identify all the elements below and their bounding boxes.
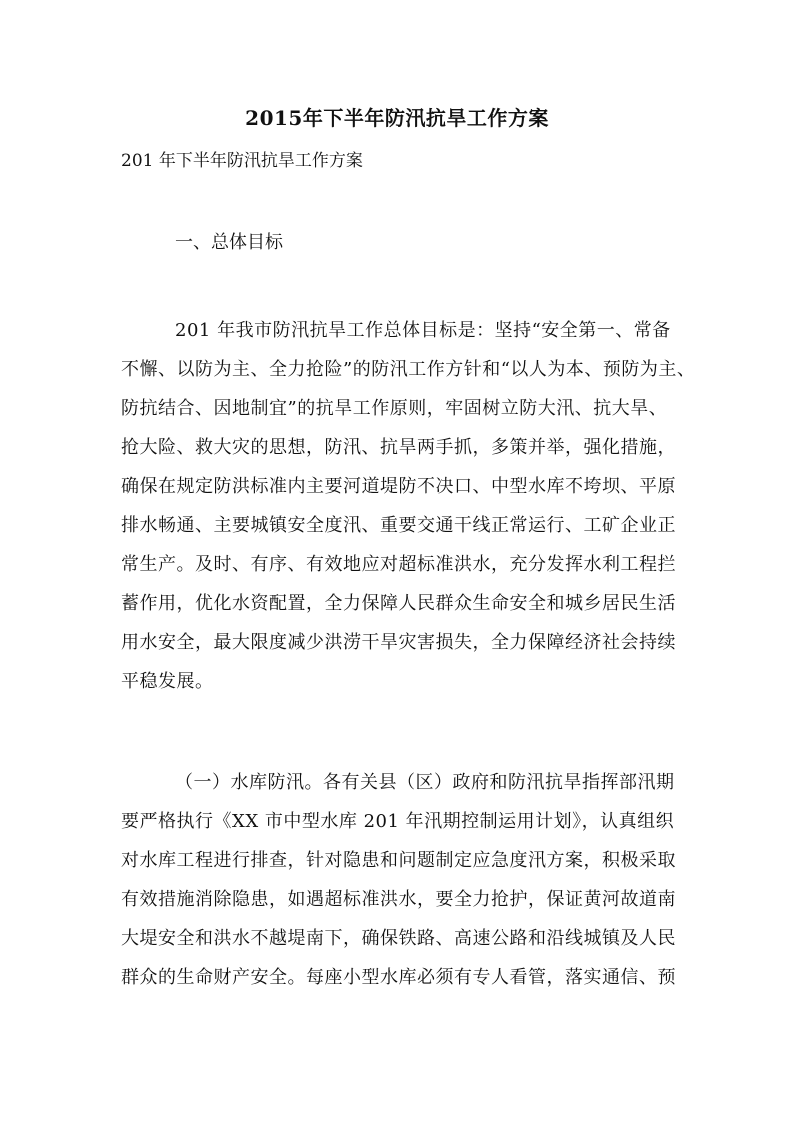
paragraph-line: 不懈、以防为主、全力抢险”的防汛工作方针和“以人为本、预防为主、: [121, 359, 696, 380]
paragraph-line: 有效措施消除隐患，如遇超标准洪水，要全力抢护，保证黄河故道南: [121, 889, 676, 910]
paragraph-line: 抢大险、救大灾的思想，防汛、抗旱两手抓，多策并举，强化措施，: [121, 437, 676, 458]
paragraph-line: （一）水库防汛。各有关县（区）政府和防汛抗旱指挥部汛期: [175, 772, 675, 793]
section-heading: 一、总体目标: [175, 232, 283, 253]
paragraph-general-goal: [121, 311, 695, 701]
paragraph-line: 201 年我市防汛抗旱工作总体目标是：坚持“安全第一、常备: [175, 320, 671, 341]
paragraph-line: 大堤安全和洪水不越堤南下，确保铁路、高速公路和沿线城镇及人民: [121, 928, 676, 949]
paragraph-line: 确保在规定防洪标准内主要河道堤防不决口、中型水库不垮坝、平原: [121, 476, 676, 497]
paragraph-reservoir-flood-control: [121, 763, 676, 997]
paragraph-line: 要严格执行《XX 市中型水库 201 年汛期控制运用计划》，认真组织: [121, 811, 675, 832]
paragraph-line: 对水库工程进行排查，针对隐患和问题制定应急度汛方案，积极采取: [121, 850, 676, 871]
paragraph-line: 排水畅通、主要城镇安全度汛、重要交通干线正常运行、工矿企业正: [121, 515, 676, 536]
paragraph-line: 用水安全，最大限度减少洪涝干旱灾害损失，全力保障经济社会持续: [121, 632, 676, 653]
paragraph-line: 平稳发展。: [121, 671, 214, 692]
paragraph-line: 防抗结合、因地制宜”的抗旱工作原则，牢固树立防大汛、抗大旱、: [121, 398, 668, 419]
document-subtitle: 201 年下半年防汛抗旱工作方案: [121, 151, 363, 171]
paragraph-line: 群众的生命财产安全。每座小型水库必须有专人看管，落实通信、预: [121, 967, 676, 988]
paragraph-line: 蓄作用，优化水资配置，全力保障人民群众生命安全和城乡居民生活: [121, 593, 676, 614]
paragraph-line: 常生产。及时、有序、有效地应对超标准洪水，充分发挥水利工程拦: [121, 554, 676, 575]
document-title: 2015年下半年防汛抗旱工作方案: [245, 106, 549, 130]
